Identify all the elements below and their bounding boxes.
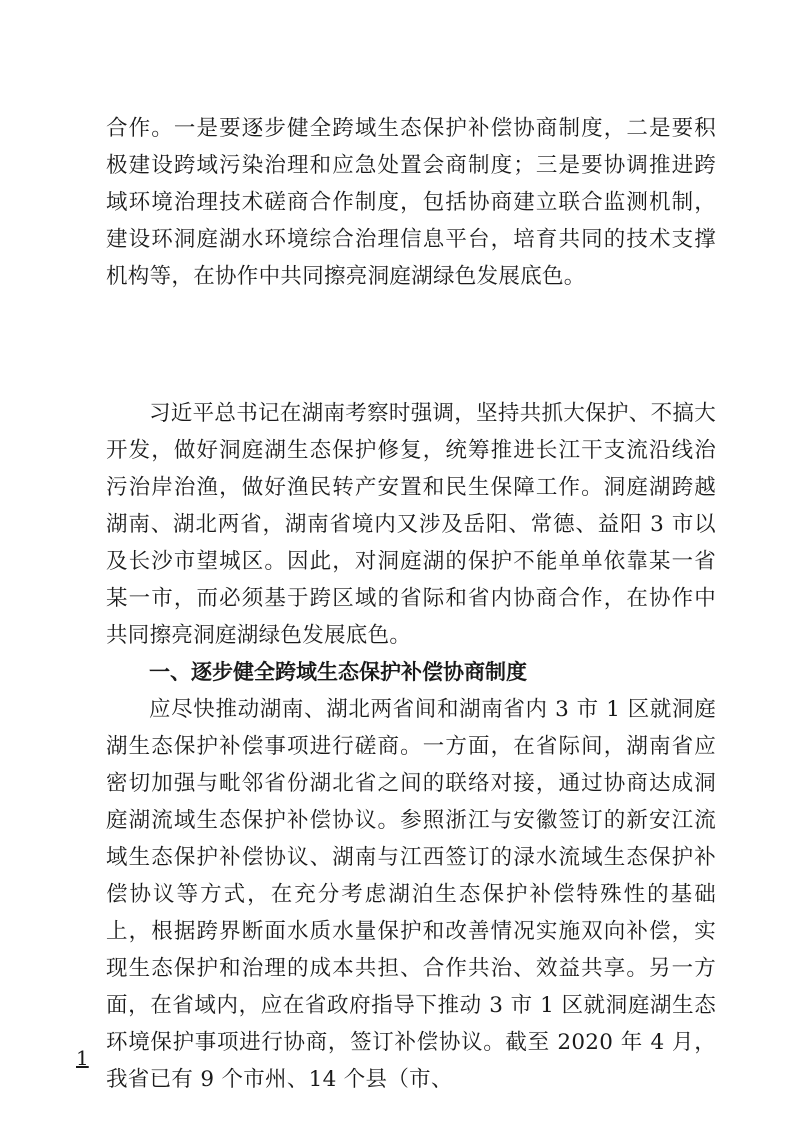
paragraph-cooperation: 合作。一是要逐步健全跨域生态保护补偿协商制度，二是要积极建设跨域污染治理和应急处置会商制度；三是要协调推进跨域环境治理技术磋商合作制度，包括协商建立联合监测机制，建设环洞庭湖水环境综合治理信息平台，培育共同的技术支撑机构等，在协作中共同擦亮洞庭湖绿色发展底色。	[106, 116, 716, 289]
page-number: 1	[76, 1046, 89, 1070]
section-heading: 一、逐步健全跨域生态保护补偿协商制度	[149, 660, 527, 684]
document-body	[106, 110, 716, 1098]
paragraph-xi-remarks: 习近平总书记在湖南考察时强调，坚持共抓大保护、不搞大开发，做好洞庭湖生态保护修复，统筹推进长江干支流沿线治污治岸治渔，做好渔民转产安置和民生保障工作。洞庭湖跨越湖南、湖北两省，湖南省境内又涉及岳阳、常德、益阳 3 市以及长沙市望城区。因此，对洞庭湖的保护不能单单依靠某一省某一市，而必须基于跨区域的省际和省内协商合作，在协作中共同擦亮洞庭湖绿色发展底色。	[106, 401, 716, 648]
paragraph-compensation: 应尽快推动湖南、湖北两省间和湖南省内 3 市 1 区就洞庭湖生态保护补偿事项进行磋商。一方面，在省际间，湖南省应密切加强与毗邻省份湖北省之间的联络对接，通过协商达成洞庭湖流域生态保护补偿协议。参照浙江与安徽签订的新安江流域生态保护补偿协议、湖南与江西签订的渌水流域生态保护补偿协议等方式，在充分考虑湖泊生态保护补偿特殊性的基础上，根据跨界断面水质水量保护和改善情况实施双向补偿，实现生态保护和治理的成本共担、合作共治、效益共享。另一方面，在省域内，应在省政府指导下推动 3 市 1 区就洞庭湖生态环境保护事项进行协商，签订补偿协议。截至 2020 年 4 月，我省已有 9 个市州、14 个县（市、	[106, 697, 716, 1092]
